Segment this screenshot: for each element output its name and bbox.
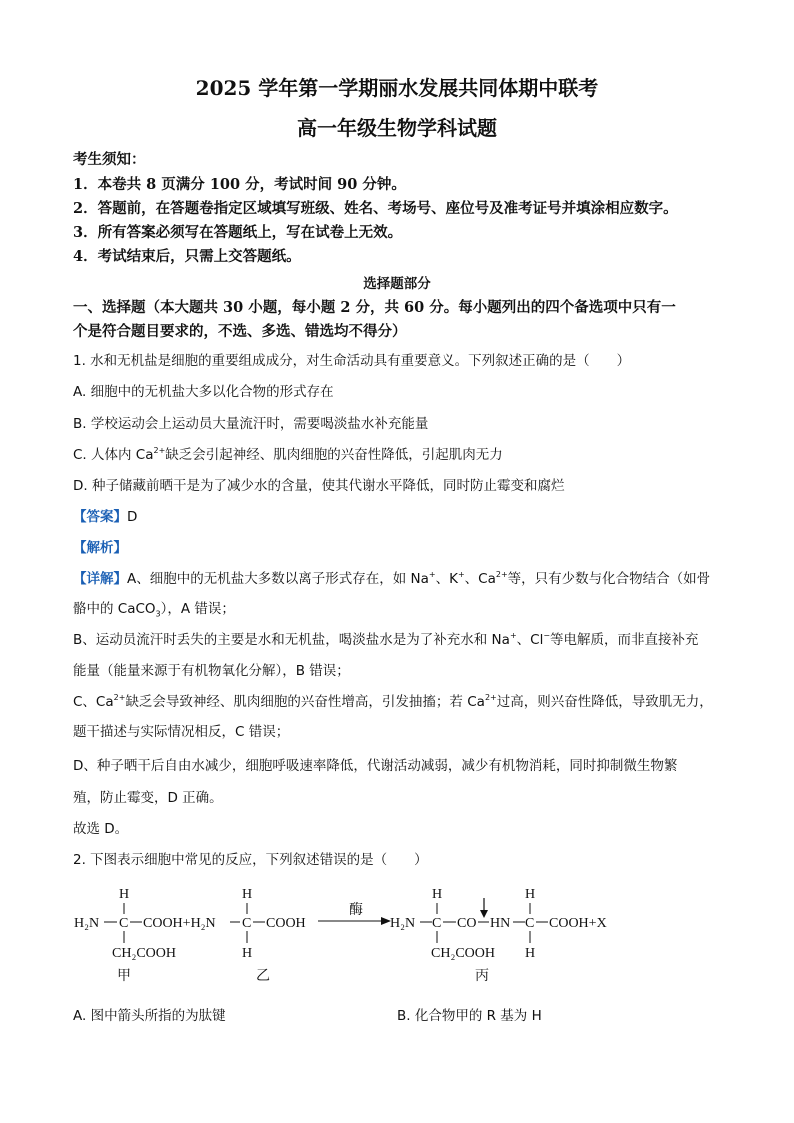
section-intro-line1: 一、选择题（本大题共 30 小题，每小题 2 分，共 60 分。每小题列出的四个备选项中只有一: [73, 299, 676, 316]
detail-text: A、细胞中的无机盐大多数以离子形式存在，如 Na: [127, 571, 429, 587]
bing-alpha-carbon-2: C: [525, 916, 535, 931]
jia-r-group: CH₂COOH: [112, 946, 176, 961]
section-title: 选择题部分: [363, 276, 431, 292]
yi-top-h: H: [242, 887, 253, 902]
superscript: 2+: [113, 693, 126, 702]
superscript: +: [428, 570, 436, 579]
q1-answer: [73, 505, 137, 525]
notice-item-4: 4．考试结束后，只需上交答题纸。: [73, 248, 301, 265]
detail-text: 、K: [435, 571, 458, 587]
bing-bottom-h: H: [525, 946, 536, 961]
jia-top-h: H: [119, 887, 130, 902]
q2-option-b: B. 化合物甲的 R 基为 H: [397, 1008, 542, 1024]
bing-carbonyl: CO: [457, 916, 477, 931]
notice-heading: 考生须知：: [73, 151, 146, 168]
exam-subtitle: 高一年级生物学科试题: [297, 116, 497, 140]
q1-detail-line-6: 题干描述与实际情况相反，C 错误；: [73, 724, 290, 740]
notice-item-1: 1．本卷共 8 页满分 100 分，考试时间 90 分钟。: [73, 176, 406, 193]
q1-analysis: [73, 536, 127, 556]
q1-detail-line-1: [73, 567, 710, 587]
answer-value: D: [127, 509, 138, 525]
q1-detail-line-2: [73, 597, 235, 619]
detail-label: 【详解】: [73, 571, 127, 587]
label-yi: 乙: [256, 968, 270, 984]
bing-amino-group: H₂N: [390, 916, 416, 931]
bing-imino: HN: [490, 916, 511, 931]
q1-option-b: B. 学校运动会上运动员大量流汗时，需要喝淡盐水补充能量: [73, 416, 429, 432]
jia-amino-group: H₂N: [74, 916, 100, 931]
q1-detail-line-7: D、种子晒干后自由水减少，细胞呼吸速率降低，代谢活动减弱，减少有机物消耗，同时抑制微生物繁: [73, 758, 678, 774]
bing-top-h-2: H: [525, 887, 536, 902]
yi-bottom-h: H: [242, 946, 253, 961]
superscript: 2+: [495, 570, 508, 579]
detail-text: 等电解质，而非直接补充: [550, 632, 699, 648]
detail-text: 、Ca: [464, 571, 496, 587]
q1-option-c: [73, 443, 503, 463]
detail-text: 缺乏会导致神经、肌肉细胞的兴奋性增高，引发抽搐；若 Ca: [125, 694, 485, 710]
detail-text: 、Cl: [516, 632, 544, 648]
exam-title: 2025 学年第一学期丽水发展共同体期中联考: [195, 76, 599, 100]
notice-item-2: 2．答题前，在答题卷指定区域填写班级、姓名、考场号、座位号及准考证号并填涂相应数字。: [73, 200, 678, 217]
q1-stem: 1. 水和无机盐是细胞的重要组成成分，对生命活动具有重要意义。下列叙述正确的是（ ）: [73, 353, 631, 369]
q1-detail-line-3: [73, 628, 699, 648]
detail-text: 等，只有少数与化合物结合（如骨: [507, 571, 711, 587]
superscript: −: [543, 631, 551, 640]
peptide-reaction-diagram: [0, 876, 794, 996]
pointer-arrow-icon: [480, 910, 488, 918]
label-jia: 甲: [117, 968, 131, 984]
detail-text: C、Ca: [73, 694, 114, 710]
detail-text: ），A 错误；: [160, 601, 235, 617]
detail-text: B、运动员流汗时丢失的主要是水和无机盐，喝淡盐水是为了补充水和 Na: [73, 632, 510, 648]
analysis-label: 【解析】: [73, 540, 127, 556]
q1-option-c-sup: 2+: [153, 446, 166, 455]
q2-stem: 2. 下图表示细胞中常见的反应，下列叙述错误的是（ ）: [73, 852, 428, 868]
label-bing: 丙: [475, 968, 489, 984]
bing-carboxyl-plus-x: COOH+X: [549, 916, 607, 931]
bing-alpha-carbon-1: C: [432, 916, 442, 931]
notice-item-3: 3．所有答案必须写在答题纸上，写在试卷上无效。: [73, 224, 403, 241]
q1-detail-line-8: 殖，防止霉变，D 正确。: [73, 790, 223, 806]
detail-text: 骼中的 CaCO: [73, 601, 156, 617]
answer-label: 【答案】: [73, 509, 127, 525]
q1-option-c-pre: C. 人体内 Ca: [73, 447, 154, 463]
yi-alpha-carbon: C: [242, 916, 252, 931]
q1-detail-line-9: 故选 D。: [73, 821, 129, 837]
q1-detail-line-5: [73, 690, 713, 710]
q1-option-d: D. 种子储藏前晒干是为了减少水的含量，使其代谢水平降低，同时防止霉变和腐烂: [73, 478, 565, 494]
bing-r-group: CH₂COOH: [431, 946, 495, 961]
detail-text: 过高，则兴奋性降低，导致肌无力，: [496, 694, 713, 710]
q1-detail-line-4: 能量（能量来源于有机物氧化分解），B 错误；: [73, 663, 350, 679]
q1-option-c-post: 缺乏会引起神经、肌肉细胞的兴奋性降低，引起肌肉无力: [165, 447, 503, 463]
superscript: 2+: [484, 693, 497, 702]
superscript: +: [509, 631, 517, 640]
superscript: +: [457, 570, 465, 579]
q2-option-a: A. 图中箭头所指的为肽键: [73, 1008, 226, 1024]
section-intro-line2: 个是符合题目要求的，不选、多选、错选均不得分）: [73, 323, 407, 340]
yi-carboxyl: COOH: [266, 916, 306, 931]
enzyme-label: 酶: [349, 902, 363, 918]
jia-carboxyl-plus-yi-amino: COOH+H₂N: [143, 916, 216, 931]
bing-top-h-1: H: [432, 887, 443, 902]
q1-option-a: A. 细胞中的无机盐大多以化合物的形式存在: [73, 384, 334, 400]
jia-alpha-carbon: C: [119, 916, 129, 931]
subscript: 3: [155, 609, 161, 619]
